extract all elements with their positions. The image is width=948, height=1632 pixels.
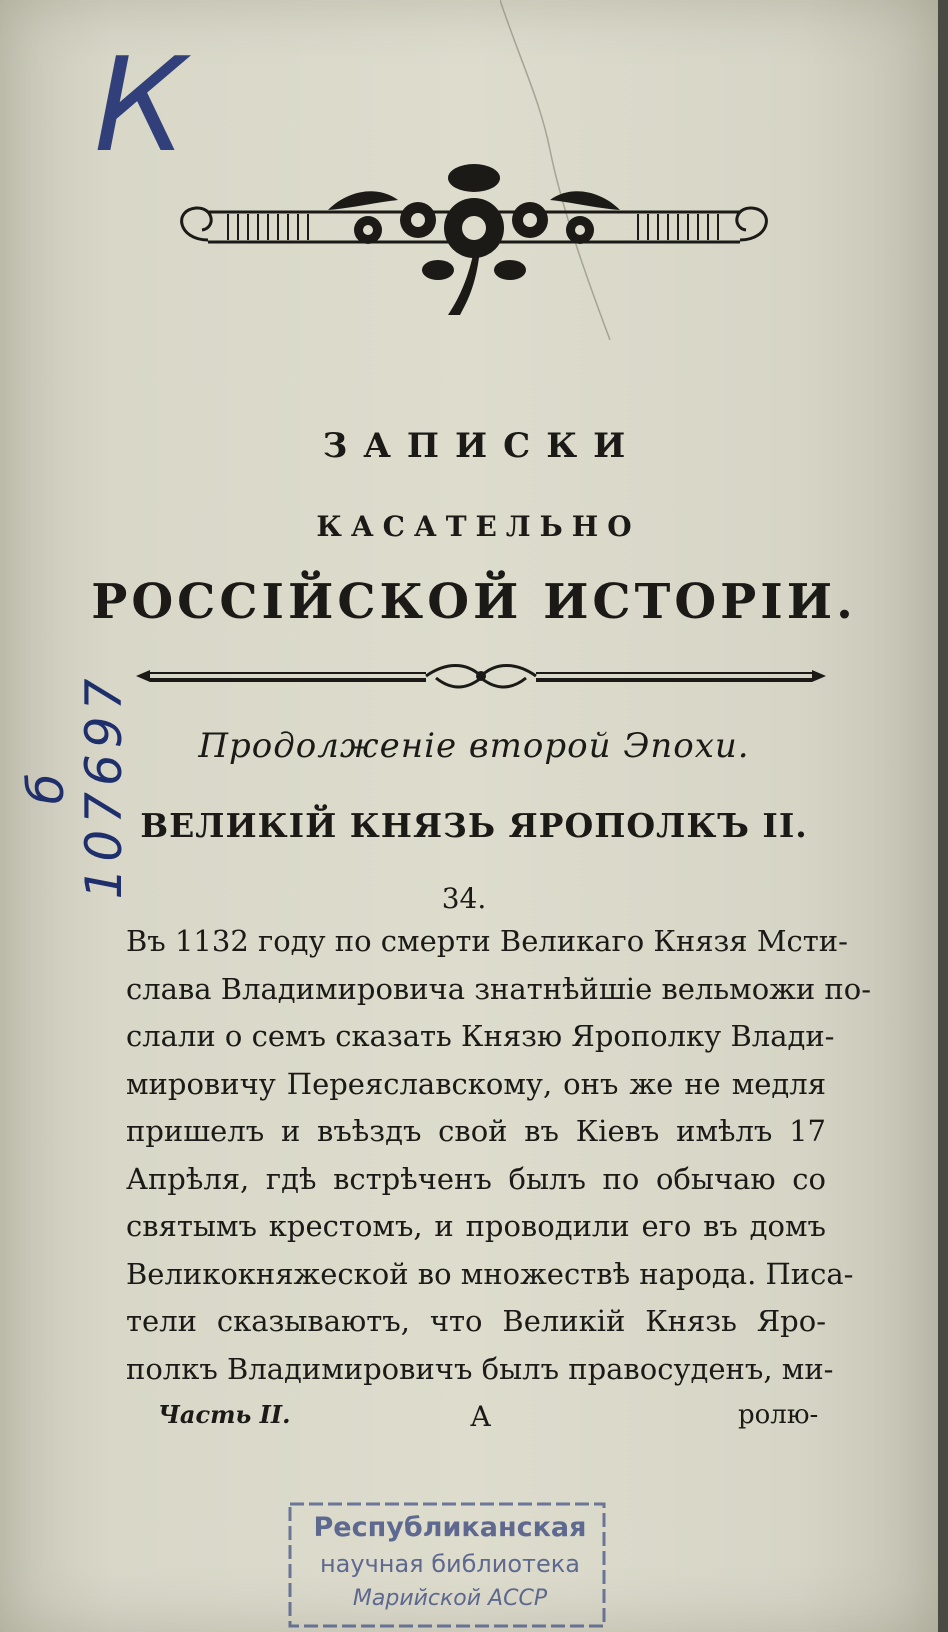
section-number: 34.: [441, 882, 487, 915]
body-line: мировичу Переяславскому, онъ же не медля: [126, 1066, 826, 1101]
stamp-line-3: Марийской АССР: [352, 1586, 548, 1611]
stamp-line-1: Республиканская: [313, 1512, 587, 1543]
title-line-1: ЗАПИСКИ: [322, 426, 642, 466]
body-line: Великокняжеской во множествѣ народа. Писа-: [126, 1256, 854, 1291]
title-line-2: КАСАТЕЛЬНО: [316, 510, 641, 543]
body-line: Апрѣля, гдѣ встрѣченъ былъ по обычаю со: [126, 1161, 826, 1196]
body-line: слали о семъ сказать Князю Ярополку Влади-: [126, 1019, 835, 1053]
body-line: тели сказываютъ, что Великій Князь Яро-: [126, 1304, 826, 1338]
inventory-number: б 107697: [17, 672, 133, 900]
ornamental-divider: [136, 660, 826, 694]
body-line: святымъ крестомъ, и проводили его въ домъ: [126, 1209, 826, 1243]
body-text: [126, 918, 872, 1393]
handwritten-mark: [90, 30, 200, 170]
body-line: полкъ Владимировичъ былъ правосуденъ, ми-: [126, 1351, 834, 1386]
floral-ornament: [168, 150, 780, 320]
body-line: слава Владимировича знатнѣйшіе вельможи по-: [126, 971, 872, 1006]
chapter-heading: ВЕЛИКІЙ КНЯЗЬ ЯРОПОЛКЪ II.: [140, 806, 808, 845]
title-line-3: РОССІЙСКОЙ ИСТОРІИ.: [91, 574, 857, 630]
footer-catchword: ролю-: [738, 1400, 819, 1430]
body-line: Въ 1132 году по смерти Великаго Князя Мсти-: [126, 924, 848, 958]
handwritten-mark-text: К: [94, 30, 187, 170]
body-line: пришелъ и въѣздъ свой въ Кіевъ имѣлъ 17: [126, 1114, 826, 1148]
footer-signature: А: [470, 1400, 492, 1433]
footer-part: Часть II.: [158, 1400, 291, 1429]
subtitle: Продолженіе второй Эпохи.: [198, 726, 750, 766]
stamp-line-2: научная библиотека: [319, 1550, 580, 1578]
